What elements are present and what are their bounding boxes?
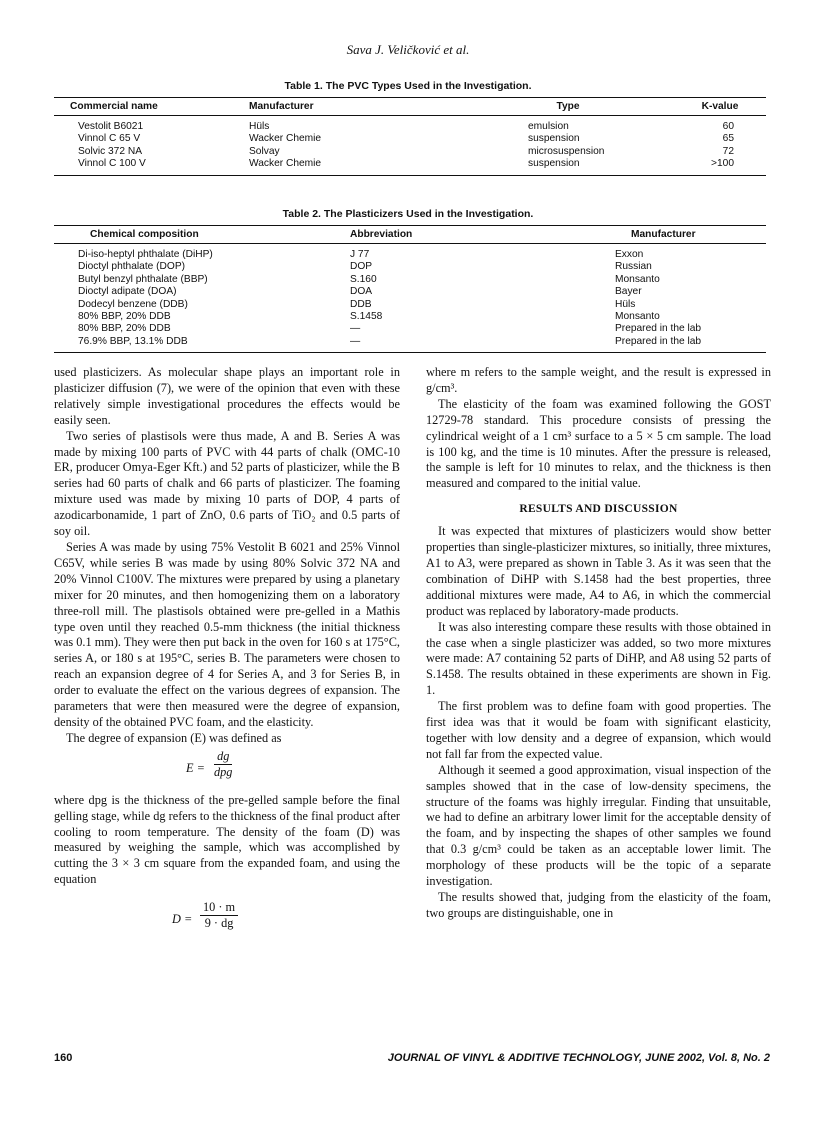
body-paragraph: Two series of plastisols were thus made, A and B. Series A was made by mixing 100 parts of PVC with 44 parts of chalk (OMC-10 ER, producer Omya-Eger Kft.) and 52 parts of plasticizer, while the B series had 60 parts of chalk and 66 parts of plasticizer. The foaming mixture used was made by mixing 10 parts of DOP, 4 parts of azodicarbonamide, 1 part of ZnO, 0.6 parts of TiO₂ and 0.5 parts of soy oil.	[54, 428, 400, 539]
table-row	[54, 286, 766, 298]
table-cell: Dioctyl adipate (DOA)	[78, 286, 177, 298]
body-paragraph: where m refers to the sample weight, and the result is expressed in g/cm³.	[426, 365, 771, 395]
table-row	[54, 274, 766, 286]
body-paragraph: The elasticity of the foam was examined following the GOST 12729-78 standard. This procedure consists of pressing the cylindrical weight of a 1 cm³ surface to a 5 × 5 cm sample. The load is 100 kg, and the time is 10 minutes. After the pressure is released, the sample is left for 10 minutes to relax, and the thickness is then measured and compared to the initial value.	[426, 396, 771, 491]
left-column	[54, 365, 400, 944]
table-cell: suspension	[528, 133, 580, 145]
journal-footer: JOURNAL OF VINYL & ADDITIVE TECHNOLOGY, JUNE 2002, Vol. 8, No. 2	[387, 1052, 770, 1064]
table-cell: Hüls	[615, 298, 636, 310]
table-row	[54, 146, 766, 158]
table-cell: Vinnol C 65 V	[78, 133, 141, 145]
table-cell: J 77	[350, 249, 370, 260]
table1	[54, 97, 766, 176]
table-cell: microsuspension	[528, 145, 605, 157]
table-cell: DDB	[350, 298, 372, 310]
equation-numerator: dg	[214, 749, 232, 765]
table-cell: —	[348, 336, 613, 353]
table-cell: 80% BBP, 20% DDB	[78, 323, 171, 335]
table-cell: —	[350, 323, 361, 335]
table-cell: DOP	[350, 261, 373, 273]
table-cell: Hüls	[249, 121, 270, 132]
table-cell: Wacker Chemie	[249, 133, 322, 145]
body-paragraph: Series A was made by using 75% Vestolit B 6021 and 25% Vinnol C65V, while series B was made by using 80% Solvic 372 NA and 20% Vinnol C100V. The mixtures were prepared by using a planetary mixer for 20 minutes, and then homogenizing them on a laboratory three-roll mill. The plastisols obtained were pre-gelled in a Mathis type oven until they reached 0.5-mm thickness (the initial thickness was 0.1 mm). They were then put back in the oven for 160 s at 175°C, series A, or 180 s at 195°C, series B. The parameters were chosen to reach an expansion degree of 4 for Series A, and 3 for Series B, in order to evaluate the effect on the various degrees of expansion. The parameters that were then measured were the degree of expansion, density of the obtained PVC foam, and the elasticity.	[54, 539, 400, 729]
table2-header: Manufacturer	[613, 226, 766, 244]
body-paragraph: It was also interesting compare these results with those obtained in the case when a single plasticizer was added, so two more mixtures were made: A7 containing 52 parts of DiHP, and A8 using 52 parts of S.1458. The results obtained in these experiments are shown in Fig. 1.	[426, 619, 771, 698]
right-column	[426, 365, 771, 922]
equation-denominator: dpg	[214, 764, 233, 779]
running-head: Sava J. Veličković et al.	[346, 42, 470, 57]
section-heading: RESULTS AND DISCUSSION	[519, 503, 678, 516]
table2-caption: Table 2. The Plasticizers Used in the Investigation.	[282, 208, 534, 220]
table-cell: Wacker Chemie	[247, 158, 462, 175]
table-cell: suspension	[462, 158, 674, 175]
table-cell: 80% BBP, 20% DDB	[78, 311, 171, 323]
equation-denominator: 9 · dg	[204, 916, 234, 931]
table-cell: Exxon	[615, 249, 644, 260]
table-cell: Vinnol C 100 V	[54, 158, 247, 175]
table-row	[54, 158, 766, 175]
table-cell: Di-iso-heptyl phthalate (DiHP)	[78, 249, 213, 260]
table-row	[54, 244, 766, 262]
table-row	[54, 323, 766, 335]
equation-lhs: E =	[186, 760, 205, 775]
body-paragraph: The first problem was to define foam with good properties. The first idea was that it would be foam with significant elasticity, together with low density and a degree of expansion, which would not fall far from the expected value.	[426, 699, 771, 761]
table-cell: 65	[722, 133, 734, 145]
body-paragraph: used plasticizers. As molecular shape plays an important role in plasticizer diffusion (7), we were of the opinion that even with these relatively simple investigational procedures the effects would be easily seen.	[54, 365, 400, 427]
table-cell: Prepared in the lab	[613, 336, 766, 353]
body-paragraph: where dpg is the thickness of the pre-gelled sample before the final gelling stage, while dg refers to the thickness of the final product after cooling to room temperature. The density of the foam (D) was measured by weighing the sample, which was accomplished by cutting the 3 × 3 cm square from the expanded foam, and using the equation	[54, 792, 400, 887]
table-cell: emulsion	[528, 121, 569, 132]
table-cell: Bayer	[615, 286, 642, 298]
table-row	[54, 261, 766, 273]
table-cell: >100	[674, 158, 766, 175]
table-row	[54, 311, 766, 323]
equation-numerator: 10 · m	[200, 900, 238, 916]
table-cell: S.160	[350, 273, 377, 285]
table-cell: Prepared in the lab	[615, 323, 702, 335]
table1-header: K-value	[674, 98, 766, 116]
table-cell: Russian	[615, 261, 652, 273]
body-paragraph: The degree of expansion (E) was defined as	[66, 730, 282, 745]
table2-header-row	[54, 226, 766, 244]
body-paragraph: The results showed that, judging from the elasticity of the foam, two groups are distinguishable, one in	[426, 890, 771, 920]
table-row	[54, 133, 766, 145]
table-cell: Solvic 372 NA	[78, 145, 142, 157]
table-cell: 60	[722, 121, 734, 132]
equation-fraction	[214, 749, 232, 780]
table-cell: DOA	[350, 286, 373, 298]
table-cell: S.1458	[350, 311, 383, 323]
table2-header: Chemical composition	[54, 226, 348, 244]
table-row	[54, 299, 766, 311]
table-cell: Butyl benzyl phthalate (BBP)	[78, 273, 208, 285]
body-paragraph: It was expected that mixtures of plasticizers would show better properties than single-plasticizer mixtures, so initially, three mixtures, A1 to A3, were prepared as shown in Table 3. As it was seen that the combination of DiHP with S.1458 had the best properties, three additional mixtures were made, A4 to A6, in which the commercial product was replaced by laboratory-made products.	[426, 524, 771, 618]
table-cell: 76.9% BBP, 13.1% DDB	[54, 336, 348, 353]
table-cell: Vestolit B6021	[78, 121, 144, 132]
table1-header-row	[54, 98, 766, 116]
equation-lhs: D =	[172, 912, 193, 927]
table-row	[54, 116, 766, 134]
equation-expansion	[54, 747, 400, 793]
table-cell: Monsanto	[615, 273, 660, 285]
table-cell: Dodecyl benzene (DDB)	[78, 298, 188, 310]
table-cell: Solvay	[249, 145, 280, 157]
table1-header: Commercial name	[54, 98, 247, 116]
table2-header: Abbreviation	[348, 226, 613, 244]
table-cell: 72	[722, 145, 734, 157]
equation-fraction	[200, 900, 238, 931]
table1-caption: Table 1. The PVC Types Used in the Investigation.	[284, 80, 532, 92]
table-cell: Monsanto	[615, 311, 660, 323]
table-cell: Dioctyl phthalate (DOP)	[78, 261, 186, 273]
table2	[54, 225, 766, 353]
table1-header: Manufacturer	[247, 98, 462, 116]
equation-density	[54, 898, 400, 944]
table-row	[54, 336, 766, 353]
body-paragraph: Although it seemed a good approximation, visual inspection of the samples showed that in the case of low-density specimens, the structure of the foams was highly irregular. Finding that unsuitable, we had to define an arbitrary lower limit for the acceptable density of the foam, and by inspecting the shapes of other samples we found that 0.3 g/cm³ could be taken as an acceptable lower limit. The morphology of these products will be the topic of a separate investigation.	[426, 762, 771, 889]
table1-header: Type	[462, 98, 674, 116]
page-number: 160	[54, 1052, 73, 1064]
